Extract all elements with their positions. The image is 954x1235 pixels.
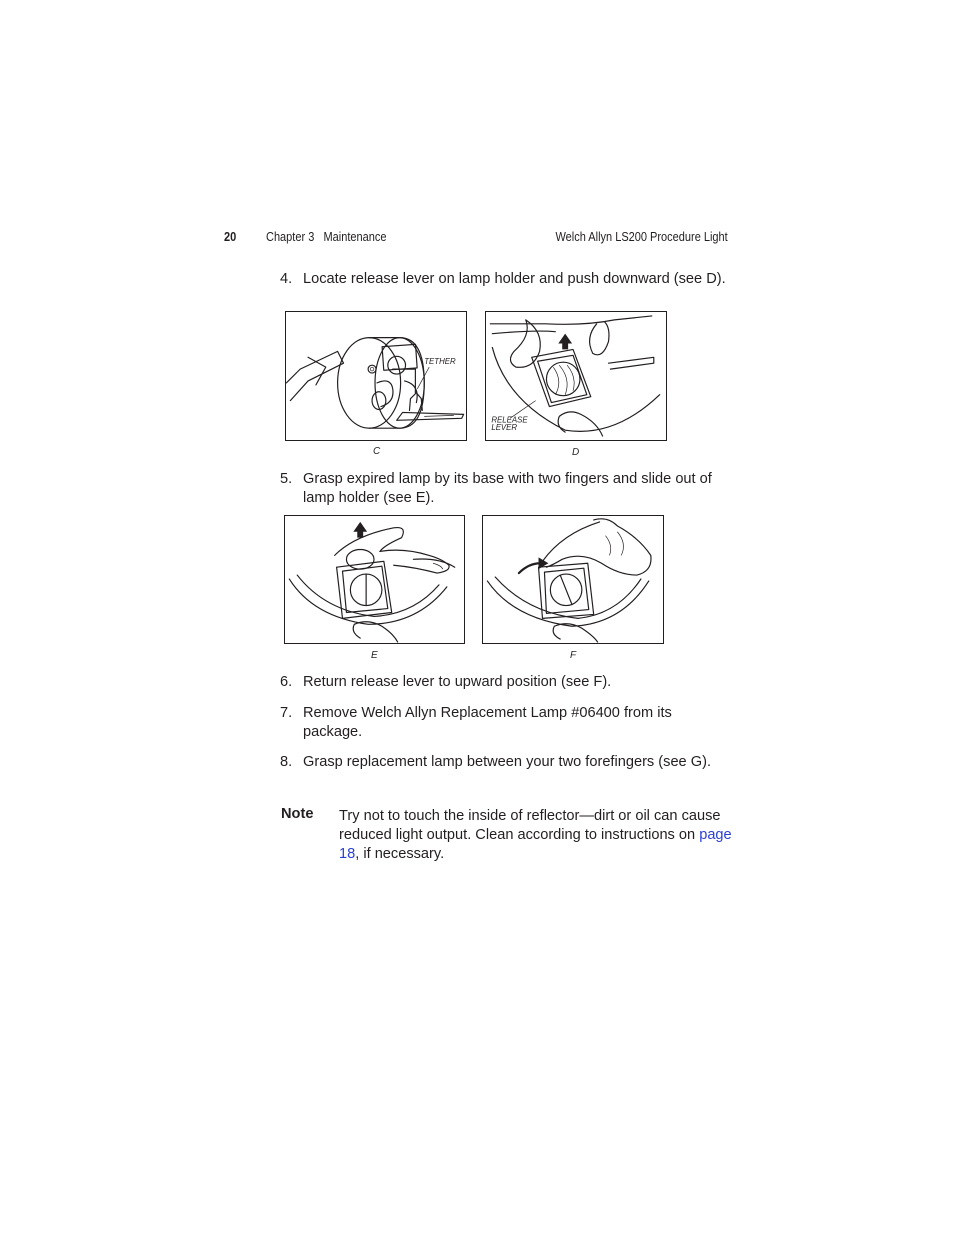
page-18-link[interactable]: page 18	[339, 827, 732, 862]
step-8	[280, 753, 730, 772]
step-text: Return release lever to upward position (see F).	[303, 674, 612, 690]
note-text-after: , if necessary.	[355, 846, 445, 862]
figure-d-callout-release: RELEASE	[491, 415, 528, 425]
figure-e	[284, 515, 465, 644]
note-text	[339, 807, 734, 864]
step-text: Grasp replacement lamp between your two forefingers (see G).	[303, 754, 711, 770]
step-text: Locate release lever on lamp holder and push downward (see D).	[303, 271, 726, 287]
note-label: Note	[281, 806, 314, 822]
step-text: Remove Welch Allyn Replacement Lamp #06400 from its package.	[303, 705, 672, 740]
chapter-title: Chapter 3 Maintenance	[266, 230, 387, 244]
figure-e-illustration	[285, 516, 464, 643]
figure-f	[482, 515, 664, 644]
step-4	[280, 270, 730, 289]
page-number: 20	[224, 230, 237, 244]
figure-e-caption: E	[371, 650, 378, 661]
figure-d-caption: D	[572, 447, 580, 458]
step-6	[280, 673, 730, 692]
step-text: Grasp expired lamp by its base with two fingers and slide out of lamp holder (see E).	[303, 471, 712, 506]
step-7	[280, 704, 730, 742]
figure-d	[485, 311, 667, 441]
figure-f-illustration	[483, 516, 663, 643]
step-number: 6.	[280, 674, 293, 690]
figure-c-callout-tether: TETHER	[424, 357, 456, 367]
figure-d-callout-lever: LEVER	[491, 423, 518, 433]
step-number: 8.	[280, 754, 293, 770]
figure-c	[285, 311, 467, 441]
step-5	[280, 470, 730, 508]
figure-c-illustration	[286, 312, 466, 440]
note-text-before: Try not to touch the inside of reflector—dirt or oil can cause reduced light output. Clean according to instructions on	[339, 808, 721, 843]
product-title: Welch Allyn LS200 Procedure Light	[555, 230, 728, 244]
figure-d-illustration	[486, 312, 666, 440]
step-number: 5.	[280, 471, 293, 487]
figure-c-caption: C	[373, 446, 381, 457]
step-number: 4.	[280, 271, 293, 287]
figure-f-caption: F	[570, 650, 577, 661]
step-number: 7.	[280, 705, 293, 721]
